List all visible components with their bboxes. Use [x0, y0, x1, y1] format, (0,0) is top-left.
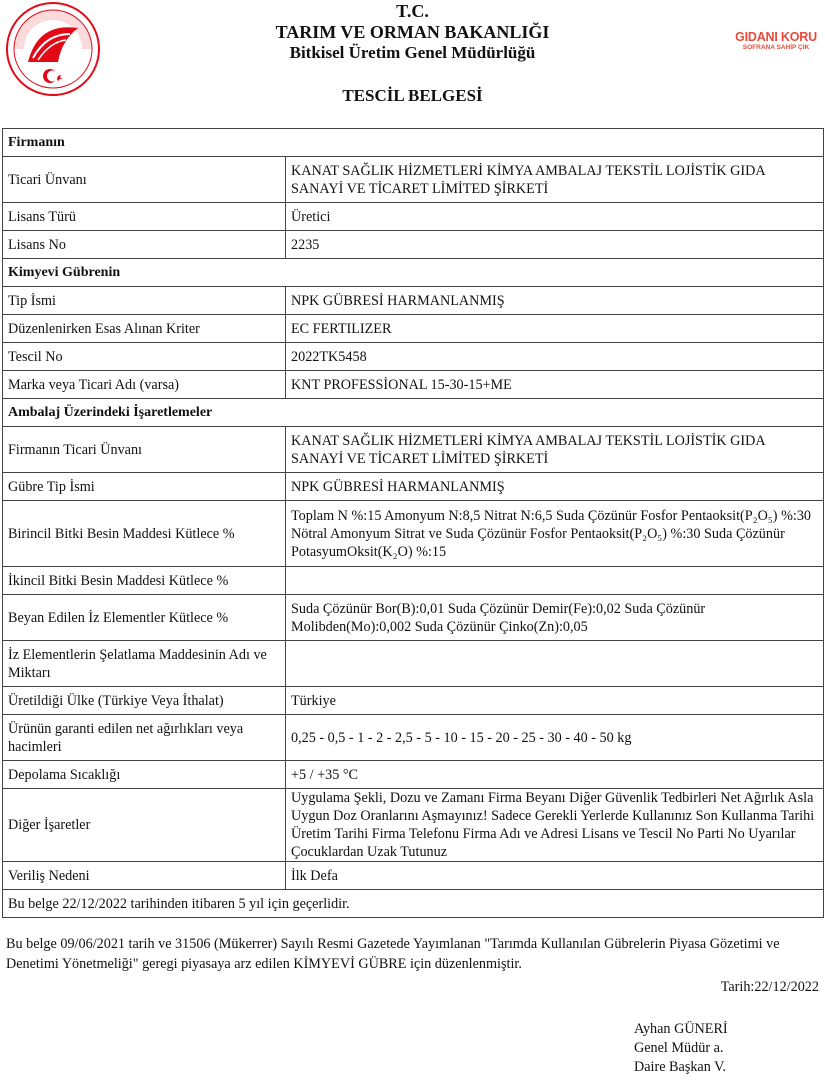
field-label: Ürünün garanti edilen net ağırlıkları veya hacimleri: [3, 715, 286, 761]
validity-text: Bu belge 22/12/2022 tarihinden itibaren 5 yıl için geçerlidir.: [3, 890, 824, 918]
validity-row: [3, 890, 824, 918]
field-label: Düzenlenirken Esas Alınan Kriter: [3, 315, 286, 343]
field-value: +5 / +35 °C: [286, 761, 824, 789]
field-value: KANAT SAĞLIK HİZMETLERİ KİMYA AMBALAJ TEKSTİL LOJİSTİK GIDA SANAYİ VE TİCARET LİMİTED ŞİRKETİ: [286, 427, 824, 473]
signatory-title-1: Genel Müdür a.: [634, 1040, 724, 1056]
table-row: [3, 687, 824, 715]
signature-block: [634, 1020, 728, 1077]
table-row: [3, 343, 824, 371]
field-value: 0,25 - 0,5 - 1 - 2 - 2,5 - 5 - 10 - 15 - 20 - 25 - 30 - 40 - 50 kg: [286, 715, 824, 761]
section-header-row: [3, 129, 824, 157]
table-row: [3, 287, 824, 315]
header-directorate: Bitkisel Üretim Genel Müdürlüğü: [289, 43, 536, 62]
field-label: Marka veya Ticari Adı (varsa): [3, 371, 286, 399]
table-row: [3, 761, 824, 789]
table-row: [3, 427, 824, 473]
table-row: [3, 595, 824, 641]
section-title: Kimyevi Gübrenin: [3, 259, 824, 287]
brand-name: GIDANI KORU: [735, 30, 817, 44]
field-value: Üretici: [286, 203, 824, 231]
table-row: [3, 715, 824, 761]
table-row: [3, 315, 824, 343]
table-row: [3, 641, 824, 687]
document-header: [0, 2, 825, 62]
registration-table: [2, 128, 824, 918]
field-value: Toplam N %:15 Amonyum N:8,5 Nitrat N:6,5 Suda Çözünür Fosfor Pentaoksit(P₂O₅) %:30 Nötral Amonyum Sitrat ve Suda Çözünür Fosfor Pentaoksit(P₂O₅) %:30 Suda Çözünür PotasyumOksit(K₂O) %:15: [286, 501, 824, 567]
field-label: Depolama Sıcaklığı: [3, 761, 286, 789]
table-row: [3, 473, 824, 501]
header-ministry: TARIM VE ORMAN BAKANLIĞI: [275, 22, 550, 42]
field-label: Tip İsmi: [3, 287, 286, 315]
table-row: [3, 157, 824, 203]
field-value: Türkiye: [286, 687, 824, 715]
signatory-title-2: Daire Başkan V.: [634, 1059, 727, 1075]
section-title: Firmanın: [3, 129, 824, 157]
header-tc: T.C.: [396, 1, 429, 21]
section-header-row: [3, 399, 824, 427]
field-label: İz Elementlerin Şelatlama Maddesinin Adı ve Miktarı: [3, 641, 286, 687]
table-row: [3, 371, 824, 399]
field-label: Diğer İşaretler: [3, 789, 286, 862]
field-label: Tescil No: [3, 343, 286, 371]
field-label: Firmanın Ticari Ünvanı: [3, 427, 286, 473]
section-header-row: [3, 259, 824, 287]
field-value: İlk Defa: [286, 862, 824, 890]
table-row: [3, 203, 824, 231]
legal-footnote: Bu belge 09/06/2021 tarih ve 31506 (Mükerrer) Sayılı Resmi Gazetede Yayımlanan "Tarımda Kullanılan Gübrelerin Piyasa Gözetimi ve Denetimi Yönetmeliği" geregi piyasaya arz edilen KİMYEVİ GÜBRE için düzenlenmiştir.: [6, 936, 780, 972]
field-value: KNT PROFESSİONAL 15-30-15+ME: [286, 371, 824, 399]
table-row: [3, 862, 824, 890]
field-value: [286, 567, 824, 595]
field-label: Birincil Bitki Besin Maddesi Kütlece %: [3, 501, 286, 567]
table-row: [3, 567, 824, 595]
field-value: [286, 641, 824, 687]
field-value: NPK GÜBRESİ HARMANLANMIŞ: [286, 473, 824, 501]
field-label: Ticari Ünvanı: [3, 157, 286, 203]
field-label: Gübre Tip İsmi: [3, 473, 286, 501]
document-title: TESCİL BELGESİ: [342, 86, 483, 105]
field-value: EC FERTILIZER: [286, 315, 824, 343]
field-label: Beyan Edilen İz Elementler Kütlece %: [3, 595, 286, 641]
field-value: 2235: [286, 231, 824, 259]
field-label: Lisans Türü: [3, 203, 286, 231]
table-row: [3, 231, 824, 259]
field-label: Veriliş Nedeni: [3, 862, 286, 890]
signatory-name: Ayhan GÜNERİ: [634, 1021, 728, 1037]
field-value: KANAT SAĞLIK HİZMETLERİ KİMYA AMBALAJ TEKSTİL LOJİSTİK GIDA SANAYİ VE TİCARET LİMİTED ŞİRKETİ: [286, 157, 824, 203]
brand-tagline: SOFRANA SAHİP ÇIK: [742, 44, 810, 51]
issue-date: Tarih:22/12/2022: [720, 979, 819, 995]
section-title: Ambalaj Üzerindeki İşaretlemeler: [3, 399, 824, 427]
field-value: Suda Çözünür Bor(B):0,01 Suda Çözünür Demir(Fe):0,02 Suda Çözünür Molibden(Mo):0,002 Suda Çözünür Çinko(Zn):0,05: [286, 595, 824, 641]
field-label: Üretildiği Ülke (Türkiye Veya İthalat): [3, 687, 286, 715]
table-row: [3, 501, 824, 567]
field-value: 2022TK5458: [286, 343, 824, 371]
table-row: [3, 789, 824, 862]
field-value: Uygulama Şekli, Dozu ve Zamanı Firma Beyanı Diğer Güvenlik Tedbirleri Net Ağırlık Asla Uygun Doz Oranlarını Aşmayınız! Sadece Gerekli Yerlerde Kullanınız Son Kullanma Tarihi Üretim Tarihi Firma Telefonu Firma Adı ve Adresi Lisans ve Tescil No Parti No Uyarılar Çocuklardan Uzak Tutunuz: [286, 789, 824, 862]
field-value: NPK GÜBRESİ HARMANLANMIŞ: [286, 287, 824, 315]
field-label: İkincil Bitki Besin Maddesi Kütlece %: [3, 567, 286, 595]
field-label: Lisans No: [3, 231, 286, 259]
